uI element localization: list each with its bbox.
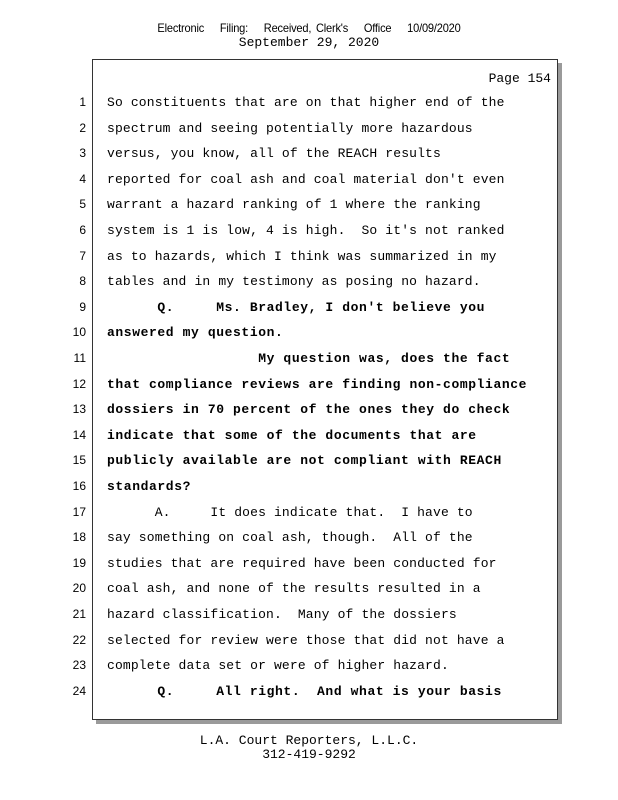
line-number: 4 — [79, 171, 86, 186]
line-text: So constituents that are on that higher end of the — [107, 95, 505, 110]
transcript-date: September 29, 2020 — [238, 35, 380, 50]
transcript-line — [0, 423, 618, 448]
line-text: say something on coal ash, though. All of the — [107, 530, 473, 546]
line-number: 18 — [72, 530, 86, 545]
line-number: 13 — [72, 402, 86, 417]
line-number: 11 — [73, 351, 86, 365]
transcript-line — [0, 474, 618, 499]
line-number: 24 — [72, 683, 86, 698]
line-number: 21 — [72, 607, 86, 621]
transcript-line — [0, 346, 618, 371]
line-text: Q. Ms. Bradley, I don't believe you — [107, 299, 486, 315]
line-number: 14 — [72, 427, 86, 442]
line-number: 5 — [79, 197, 86, 212]
transcript-line — [0, 218, 618, 243]
transcript-line — [0, 448, 618, 473]
line-text: studies that are required have been conducted for — [107, 555, 497, 571]
line-text: that compliance reviews are finding non-compliance — [107, 376, 528, 392]
transcript-line — [0, 192, 618, 217]
line-number: 3 — [79, 146, 86, 161]
line-text: reported for coal ash and coal material don't even — [107, 171, 505, 187]
line-number: 16 — [72, 479, 86, 493]
line-text: warrant a hazard ranking of 1 where the ranking — [107, 197, 481, 213]
transcript-line — [0, 372, 618, 397]
line-text: standards? — [107, 479, 192, 494]
page-number: Page 154 — [488, 71, 551, 86]
transcript-line — [0, 602, 618, 627]
transcript-line — [0, 244, 618, 269]
line-number: 8 — [79, 274, 86, 289]
transcript-line — [0, 653, 618, 678]
filing-word-4: Clerk's — [315, 21, 349, 35]
line-text: complete data set or were of higher hazard. — [107, 658, 449, 674]
line-text: indicate that some of the documents that are — [107, 427, 477, 443]
line-text: dossiers in 70 percent of the ones they do check — [107, 402, 511, 418]
transcript-line — [0, 90, 618, 115]
line-text: publicly available are not compliant with REACH — [107, 453, 502, 469]
line-text: selected for review were those that did not have a — [107, 632, 505, 648]
transcript-line — [0, 167, 618, 192]
transcript-line — [0, 141, 618, 166]
filing-word-5: Office — [363, 21, 392, 35]
transcript-line — [0, 295, 618, 320]
line-number: 6 — [79, 223, 86, 237]
line-text: versus, you know, all of the REACH results — [107, 146, 441, 162]
line-number: 19 — [72, 555, 86, 570]
line-number: 15 — [72, 453, 86, 468]
line-text: tables and in my testimony as posing no hazard. — [107, 274, 481, 290]
transcript-line — [0, 269, 618, 294]
line-text: as to hazards, which I think was summarized in my — [107, 248, 497, 264]
line-text: A. It does indicate that. I have to — [107, 504, 473, 520]
transcript-line — [0, 628, 618, 653]
footer-phone: 312-419-9292 — [262, 747, 356, 762]
line-text: system is 1 is low, 4 is high. So it's not ranked — [107, 223, 505, 238]
line-text: My question was, does the fact — [107, 351, 511, 366]
filing-word-6: 10/09/2020 — [407, 21, 461, 35]
transcript-line — [0, 525, 618, 550]
line-number: 17 — [72, 504, 86, 519]
filing-stamp — [25, 21, 594, 35]
line-text: answered my question. — [107, 325, 284, 341]
line-number: 20 — [72, 581, 86, 596]
transcript-line — [0, 500, 618, 525]
transcript-line — [0, 576, 618, 601]
line-number: 7 — [79, 248, 86, 263]
line-number: 9 — [79, 299, 86, 314]
line-number: 22 — [72, 632, 86, 647]
line-number: 10 — [72, 325, 86, 340]
footer-company: L.A. Court Reporters, L.L.C. — [199, 733, 419, 748]
line-text: spectrum and seeing potentially more hazardous — [107, 120, 473, 136]
filing-word-2: Filing: — [219, 21, 249, 35]
transcript-line — [0, 397, 618, 422]
line-text: hazard classification. Many of the dossiers — [107, 607, 457, 622]
transcript-line — [0, 116, 618, 141]
filing-word-3: Received, — [263, 21, 312, 35]
transcript-line — [0, 320, 618, 345]
line-text: coal ash, and none of the results resulted in a — [107, 581, 481, 597]
line-number: 12 — [72, 376, 86, 391]
line-number: 2 — [79, 120, 86, 135]
filing-word-1: Electronic — [157, 21, 205, 35]
line-number: 1 — [79, 95, 86, 109]
line-number: 23 — [72, 658, 86, 673]
transcript-line — [0, 679, 618, 704]
line-text: Q. All right. And what is your basis — [107, 683, 502, 699]
transcript-line — [0, 551, 618, 576]
